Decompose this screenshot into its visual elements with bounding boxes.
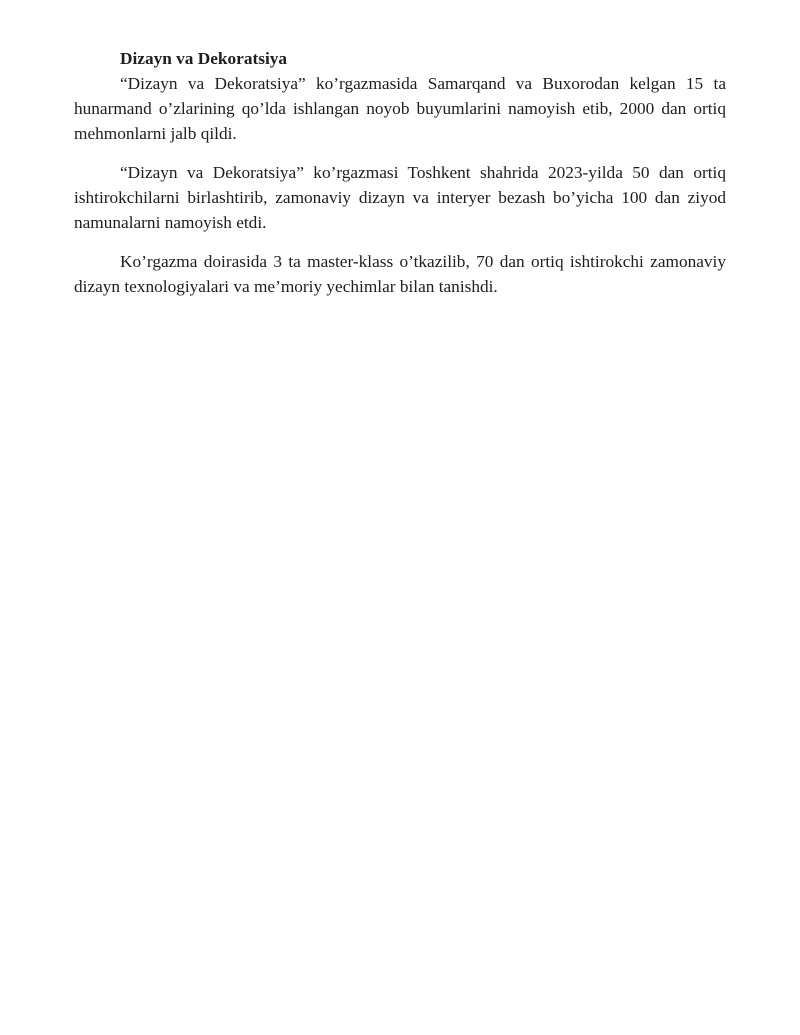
document-body bbox=[74, 46, 726, 299]
paragraph-3: Ko’rgazma doirasida 3 ta master-klass o’tkazilib, 70 dan ortiq ishtirokchi zamonaviy dizayn texnologiyalari va me’moriy yechimlar bilan tanishdi. bbox=[74, 252, 726, 296]
paragraph-1: “Dizayn va Dekoratsiya” ko’rgazmasida Samarqand va Buxorodan kelgan 15 ta hunarmand o’zlarining qo’lda ishlangan noyob buyumlarini namoyish etib, 2000 dan ortiq mehmonlarni jalb qildi. bbox=[74, 74, 726, 143]
paragraph-2: “Dizayn va Dekoratsiya” ko’rgazmasi Toshkent shahrida 2023-yilda 50 dan ortiq ishtirokchilarni birlashtirib, zamonaviy dizayn va interyer bezash bo’yicha 100 dan ziyod namunalarni namoyish etdi. bbox=[74, 163, 726, 232]
document-heading: Dizayn va Dekoratsiya bbox=[120, 49, 288, 68]
